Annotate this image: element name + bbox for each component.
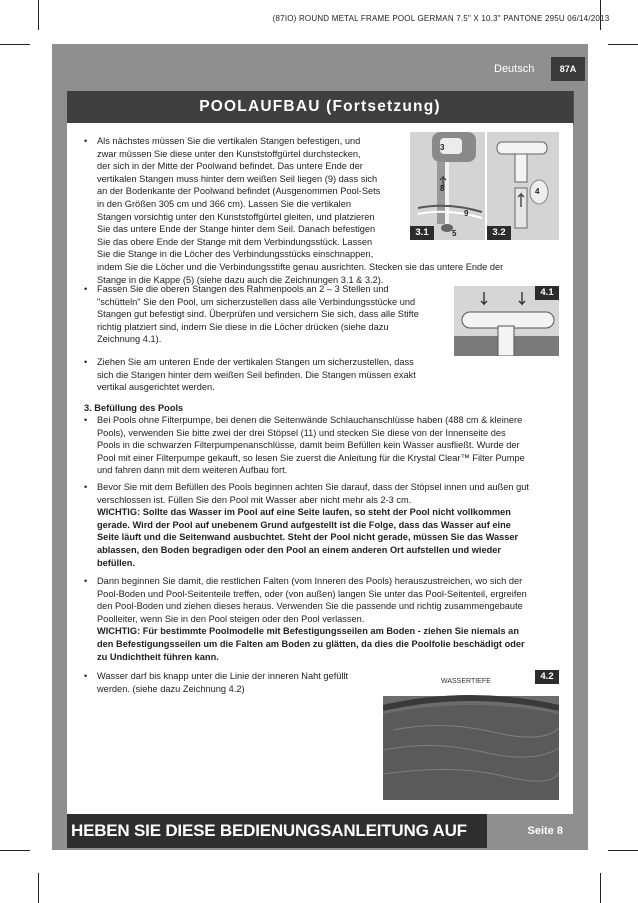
callout-4: 4 bbox=[535, 187, 540, 196]
text-line: Sie die Stange in die Löcher des Verbindungsstücks einschnappen, bbox=[97, 249, 374, 260]
crop-mark bbox=[608, 850, 638, 851]
bullet: • bbox=[84, 576, 88, 586]
warning-line: befüllen. bbox=[97, 557, 136, 568]
section-header bbox=[67, 91, 573, 123]
figure-label: 4.1 bbox=[535, 286, 559, 300]
figure-label: 3.2 bbox=[487, 226, 511, 240]
text-line: vertikalen Stangen muss hinter dem weißen Seil liegen (9) dass sich bbox=[97, 173, 378, 184]
text-line: Sie das untere Ende der Stange hinter dem Seil. Danach befestigen bbox=[97, 224, 376, 235]
warning-line: WICHTIG: Sollte das Wasser im Pool auf eine Seite laufen, so steht der Pool nicht vollkommen bbox=[97, 507, 511, 518]
bullet: • bbox=[84, 357, 88, 367]
paragraph-water-level bbox=[84, 670, 384, 695]
figure-3-1 bbox=[410, 132, 485, 240]
figure-4-2 bbox=[383, 670, 559, 800]
text-line: Bevor Sie mit dem Befüllen des Pools beginnen achten Sie darauf, dass der Stöpsel innen und außen gut bbox=[97, 482, 529, 492]
warning-line: ablassen, den Boden begradigen oder den Pool an einem anderen Ort aufstellen und wieder bbox=[97, 544, 501, 555]
text-line: Dann beginnen Sie damit, die restlichen Falten (vom Inneren des Pools) herauszustreichen, wo sich der bbox=[97, 576, 523, 586]
text-line: Stange in die Kappe (5) (siehe dazu auch die Zeichnungen 3.1 & 3.2). bbox=[97, 274, 384, 285]
text-line: Sie das obere Ende der Stange mit dem Verbindungsstück. Lassen bbox=[97, 236, 373, 247]
crop-mark bbox=[0, 850, 30, 851]
print-info: (87IO) ROUND METAL FRAME POOL GERMAN 7.5" X 10.3" PANTONE 295U 06/14/2013 bbox=[272, 14, 610, 23]
text-line: Zeichnung 4.1). bbox=[97, 334, 162, 345]
text-line: Pool-Boden und Pool-Seitenteile treffen, oder (von außen) langen Sie unter das Pool-Seitenteil, ergreifen bbox=[97, 588, 527, 599]
figure-label: 3.1 bbox=[410, 226, 434, 240]
bullet: • bbox=[84, 671, 88, 681]
text-line: Poolleiter, wenn Sie in den Pool steigen oder den Pool verlassen. bbox=[97, 613, 365, 624]
text-line: werden. (siehe dazu Zeichnung 4.2) bbox=[97, 683, 245, 694]
text-line: vertikal ausgerichtet werden. bbox=[97, 382, 215, 393]
paragraph-fill-check bbox=[84, 481, 574, 569]
pool-water-illustration bbox=[383, 670, 559, 800]
crop-mark bbox=[600, 873, 601, 903]
text-line: Ziehen Sie am unteren Ende der vertikalen Stangen um sicherzustellen, dass bbox=[97, 357, 414, 367]
page-number: Seite 8 bbox=[527, 825, 563, 837]
paragraph-plugs bbox=[84, 414, 574, 477]
text-line: an der Bodenkante der Poolwand befindet (Ausgenommen Pool-Sets bbox=[97, 186, 381, 197]
text-line: der sich in der Mitte der Poolwand befindet. Das untere Ende der bbox=[97, 161, 363, 172]
depth-caption: WASSERTIEFE bbox=[441, 678, 491, 685]
bullet: • bbox=[84, 415, 88, 425]
text-line: richtig platziert sind, indem Sie diese in die Löcher drücken (siehe dazu bbox=[97, 321, 389, 332]
crop-mark bbox=[608, 44, 638, 45]
crop-mark bbox=[38, 873, 39, 903]
warning-line: Seite läuft und die Seitenwand ausbuchtet. Steht der Pool nicht gerade, müssen Sie das Wasser bbox=[97, 532, 519, 543]
text-line: Wasser darf bis knapp unter die Linie der inneren Naht gefüllt bbox=[97, 671, 349, 681]
crop-mark bbox=[0, 44, 30, 45]
section-heading: 3. Befüllung des Pools bbox=[84, 403, 184, 413]
bullet: • bbox=[84, 284, 88, 294]
footer-text: HEBEN SIE DIESE BEDIENUNGSANLEITUNG AUF bbox=[71, 821, 467, 840]
text-line: "schütteln" Sie den Pool, um sicherzustellen dass alle Verbindungsstücke und bbox=[97, 296, 416, 307]
bullet: • bbox=[84, 482, 88, 492]
callout-9: 9 bbox=[464, 209, 469, 218]
text-line: in den Größen 305 cm und 366 cm). Lassen Sie die vertikalen bbox=[97, 198, 352, 209]
paragraph-wrinkles bbox=[84, 575, 574, 663]
pole-illustration bbox=[410, 132, 485, 240]
figure-4-1 bbox=[454, 286, 559, 356]
bullet: • bbox=[84, 136, 88, 146]
warning-line: zu Undichtheit führen kann. bbox=[97, 651, 219, 662]
text-line: Als nächstes müssen Sie die vertikalen Stangen befestigen, und bbox=[97, 136, 361, 146]
figure-3-2 bbox=[487, 132, 559, 240]
text-line: sich die Stangen hinter dem weißen Seil befinden. Die Stangen müssen exakt bbox=[97, 369, 416, 380]
text-line: verschlossen ist. Füllen Sie den Pool mit Wasser aber nicht mehr als 2-3 cm. bbox=[97, 494, 412, 505]
text-line: Stangen gut befestigt sind. Überprüfen und versichern Sie sich, dass alle Stifte bbox=[97, 309, 419, 320]
text-line: Pools), verwenden Sie bitte zwei der drei Stöpsel (11) und stecken Sie diese von der Innenseite des bbox=[97, 427, 506, 438]
warning-line: WICHTIG: Für bestimmte Poolmodelle mit Befestigungsseilen am Boden - ziehen Sie niemals an bbox=[97, 626, 519, 637]
text-line: indem Sie die Löcher und die Verbindungsstifte genau ausrichten. Stecken sie das untere Ende der bbox=[97, 261, 504, 272]
page-code: 87A bbox=[551, 57, 585, 81]
callout-3: 3 bbox=[440, 143, 445, 152]
paragraph-pull-poles bbox=[84, 356, 454, 394]
text-line: Stangen vorsichtig unter den Kunststoffgürtel gleiten, und platzieren bbox=[97, 211, 375, 222]
pole-connector-illustration bbox=[487, 132, 559, 240]
page-title: POOLAUFBAU (Fortsetzung) bbox=[199, 98, 441, 115]
language-label: Deutsch bbox=[494, 63, 535, 75]
footer-bar bbox=[67, 814, 487, 848]
text-line: Fassen Sie die oberen Stangen des Rahmenpools an 2 – 3 Stellen und bbox=[97, 284, 389, 294]
callout-5: 5 bbox=[452, 229, 457, 238]
text-line: Pools in die schwarzen Filterpumpenanschlüsse, damit beim Befüllen kein Wasser ausfließt. Wurde der bbox=[97, 440, 520, 451]
callout-8: 8 bbox=[440, 184, 445, 193]
text-line: zwar müssen Sie diese unter den Kunststoffgürtel durchstecken, bbox=[97, 148, 361, 159]
text-line: den Pool-Boden und ziehen dieses heraus. Verwenden Sie die passende und richtig zusammengebaute bbox=[97, 601, 523, 612]
warning-line: den Befestigungsseilen um die Falten am Boden zu glätten, da dies die Poolfolie beschädigt oder bbox=[97, 638, 525, 649]
paragraph-shake-pool bbox=[84, 283, 454, 346]
warning-line: gerade. Wird der Pool auf unebenem Grund aufgestellt ist die Folge, dass das Wasser auf eine bbox=[97, 519, 511, 530]
text-line: und fahren dann mit dem weiteren Aufbau fort. bbox=[97, 465, 288, 476]
text-line: Bei Pools ohne Filterpumpe, bei denen die Seitenwände Schlauchanschlüsse haben (488 cm & kleinere bbox=[97, 415, 523, 425]
text-line: Pool mit einer Filterpumpe gekauft, so lesen Sie zuerst die Anleitung für die Krystal Clear™ Filter Pumpe bbox=[97, 452, 525, 463]
figure-label: 4.2 bbox=[535, 670, 559, 684]
